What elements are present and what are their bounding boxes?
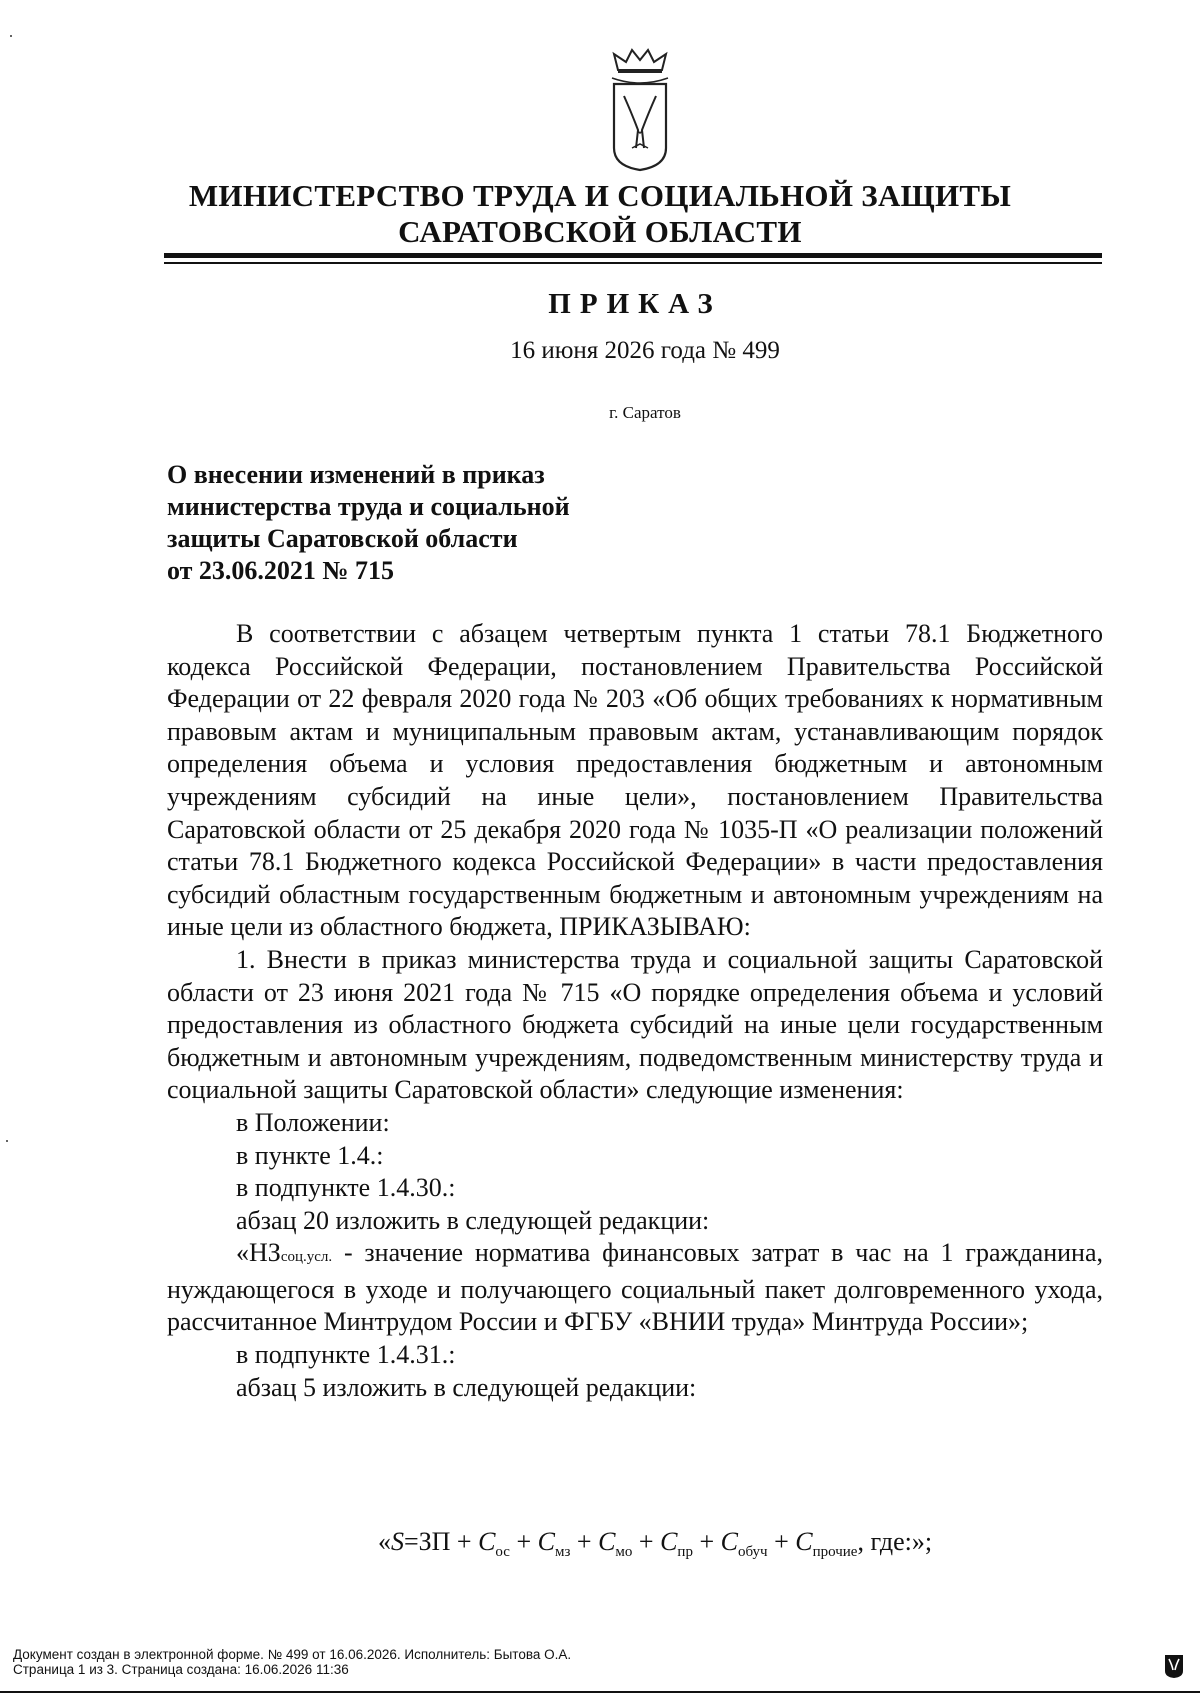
formula-tail: , где:»; xyxy=(857,1527,933,1556)
body-line: в Положении: xyxy=(236,1107,390,1137)
formula-sub: мз xyxy=(554,1544,571,1561)
header-divider-thick xyxy=(164,253,1102,258)
order-body xyxy=(167,618,1103,1404)
formula-sub: прочие xyxy=(812,1544,858,1561)
formula-c: С xyxy=(795,1527,813,1556)
formula-sub: ос xyxy=(495,1544,510,1561)
formula-sub: обуч xyxy=(737,1544,768,1561)
preamble-paragraph: В соответствии с абзацем четвертым пункта 1 статьи 78.1 Бюджетного кодекса Российской Федерации, постановлением Правительства Российской Федерации от 22 февраля 2020 года № 203 «Об общих требованиях к нормативным правовым актам и муниципальным правовым актам, устанавливающим порядок определения объема и условия предоставления бюджетным и автономным учреждениям субсидий на иные цели», постановлением Правительства Саратовской области от 25 декабря 2020 года № 1035-П «О реализации положений статьи 78.1 Бюджетного кодекса Российской Федерации» в части предоставления субсидий областным государственным бюджетным и автономным учреждениям на иные цели из областного бюджета, ПРИКАЗЫВАЮ: xyxy=(167,619,1103,942)
header-divider-thin xyxy=(164,262,1102,264)
ministry-name-line2: САРАТОВСКОЙ ОБЛАСТИ xyxy=(398,214,802,249)
document-footer xyxy=(13,1647,1113,1677)
quoted-definition xyxy=(167,1237,1103,1339)
formula-c: С xyxy=(598,1527,616,1556)
ministry-name xyxy=(0,178,1200,250)
formula-plus: + xyxy=(570,1527,599,1556)
body-line: абзац 20 изложить в следующей редакции: xyxy=(236,1205,710,1235)
item-1-paragraph: 1. Внести в приказ министерства труда и социальной защиты Саратовской области от 23 июня 2021 года № 715 «О порядке определения объема и условий предоставления из областного бюджета субсидий на иные цели государственным бюджетным и автономным учреждениям, подведомственным министерству труда и социальной защиты Саратовской области» следующие изменения: xyxy=(167,944,1103,1105)
body-line: абзац 5 изложить в следующей редакции: xyxy=(236,1372,697,1402)
saratov-emblem-small-icon xyxy=(1163,1653,1185,1679)
formula-c: С xyxy=(478,1527,496,1556)
subject-line: министерства труда и социальной xyxy=(167,492,570,521)
formula-plus: + xyxy=(692,1527,721,1556)
formula-open: « xyxy=(377,1527,391,1556)
definition-start: «НЗ xyxy=(236,1238,281,1268)
formula-eq: =ЗП + xyxy=(403,1527,479,1556)
order-subject xyxy=(167,459,727,587)
footer-line1: Документ создан в электронной форме. № 499 от 16.06.2026. Исполнитель: Бытова О.А. xyxy=(13,1647,572,1662)
order-title: ПРИКАЗ xyxy=(548,288,722,320)
ministry-name-line1: МИНИСТЕРСТВО ТРУДА И СОЦИАЛЬНОЙ ЗАЩИТЫ xyxy=(188,178,1012,213)
scan-speck xyxy=(6,1140,8,1142)
formula-plus: + xyxy=(632,1527,661,1556)
formula-plus: + xyxy=(767,1527,796,1556)
formula-plus: + xyxy=(509,1527,538,1556)
footer-divider xyxy=(0,1691,1200,1693)
saratov-coat-of-arms-icon xyxy=(608,48,672,173)
definition-rest: - значение норматива финансовых затрат в час на 1 гражданина, нуждающегося в уходе и получающего социальный пакет долговременного ухода, рассчитанное Минтрудом России и ФГБУ «ВНИИ труда» Минтруда России»; xyxy=(167,1238,1103,1337)
footer-line2: Страница 1 из 3. Страница создана: 16.06.2026 11:36 xyxy=(13,1662,349,1677)
formula-c: С xyxy=(537,1527,555,1556)
formula-c: С xyxy=(660,1527,678,1556)
formula-sub: пр xyxy=(677,1544,693,1561)
body-line: в подпункте 1.4.31.: xyxy=(236,1340,456,1370)
formula-s: S xyxy=(390,1527,404,1556)
formula-sub: мо xyxy=(615,1544,633,1561)
order-date-number: 16 июня 2026 года № 499 xyxy=(510,337,780,364)
formula-c: С xyxy=(720,1527,738,1556)
subject-line: О внесении изменений в приказ xyxy=(167,460,545,489)
order-city: г. Саратов xyxy=(609,403,681,422)
definition-subscript: соц.усл. xyxy=(280,1249,333,1266)
body-line: в подпункте 1.4.30.: xyxy=(236,1173,456,1203)
scan-speck xyxy=(10,35,12,37)
body-line: в пункте 1.4.: xyxy=(236,1140,384,1170)
subject-line: от 23.06.2021 № 715 xyxy=(167,556,395,585)
subject-line: защиты Саратовской области xyxy=(167,524,518,553)
formula xyxy=(0,1527,1200,1561)
